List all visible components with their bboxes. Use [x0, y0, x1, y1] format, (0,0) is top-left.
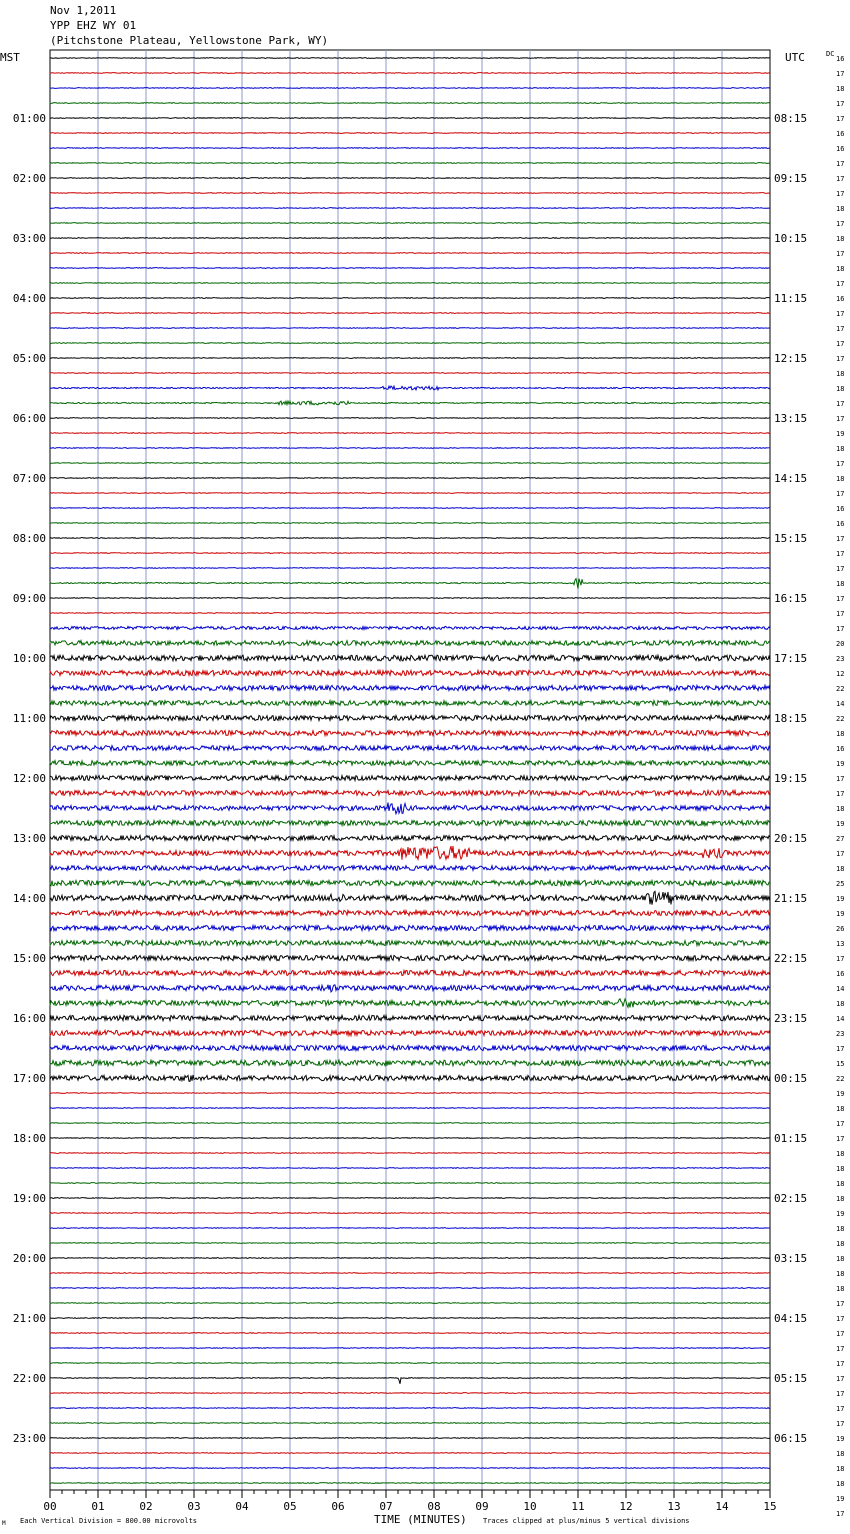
- mst-hour-label: 20:00: [12, 1252, 46, 1265]
- dc-value: 18: [836, 1450, 845, 1458]
- dc-value: 17: [836, 1045, 845, 1053]
- trace-line: [50, 761, 770, 766]
- trace-line: [50, 358, 770, 359]
- trace-line: [50, 238, 770, 239]
- trace-line: [50, 790, 770, 795]
- scale-note: Each Vertical Division = 800.00 microvolts: [20, 1517, 198, 1525]
- dc-value: 17: [836, 415, 845, 423]
- dc-value: 18: [836, 1285, 845, 1293]
- dc-value: 19: [836, 1495, 845, 1503]
- trace-line: [50, 223, 770, 224]
- trace-line: [50, 523, 770, 524]
- trace-line: [50, 448, 770, 449]
- trace-line: [50, 866, 770, 871]
- dc-value: 19: [836, 910, 845, 918]
- dc-value: 18: [836, 1240, 845, 1248]
- x-tick-label: 09: [475, 1500, 489, 1513]
- trace-line: [50, 463, 770, 464]
- dc-value: 16: [836, 130, 845, 138]
- dc-value: 18: [836, 235, 845, 243]
- utc-hour-label: 09:15: [774, 172, 808, 185]
- dc-value: 17: [836, 175, 845, 183]
- trace-line: [50, 1108, 770, 1109]
- trace-line: [50, 880, 770, 885]
- dc-value: 18: [836, 370, 845, 378]
- mst-hour-label: 13:00: [12, 832, 46, 845]
- trace-line: [50, 685, 770, 690]
- mst-hour-label: 22:00: [12, 1372, 46, 1385]
- dc-value: 18: [836, 205, 845, 213]
- x-tick-label: 08: [427, 1500, 441, 1513]
- dc-value: 25: [836, 880, 845, 888]
- x-tick-label: 07: [379, 1500, 393, 1513]
- trace-line: [50, 1258, 770, 1259]
- utc-hour-label: 18:15: [774, 712, 808, 725]
- utc-hour-label: 04:15: [774, 1312, 808, 1325]
- dc-values: [836, 55, 844, 1518]
- dc-value: 17: [836, 595, 845, 603]
- mst-hour-label: 03:00: [12, 232, 46, 245]
- trace-line: [50, 1075, 770, 1081]
- trace-line: [50, 1243, 770, 1244]
- x-tick-label: 10: [523, 1500, 537, 1513]
- utc-hour-label: 10:15: [774, 232, 808, 245]
- dc-value: 17: [836, 70, 845, 78]
- trace-line: [50, 955, 770, 960]
- dc-value: 17: [836, 790, 845, 798]
- dc-value: 17: [836, 280, 845, 288]
- utc-hour-label: 19:15: [774, 772, 808, 785]
- trace-line: [50, 1228, 770, 1229]
- trace-line: [50, 820, 770, 825]
- trace-line: [50, 508, 770, 509]
- dc-value: 17: [836, 1405, 845, 1413]
- dc-value: 17: [836, 565, 845, 573]
- x-tick-label: 13: [667, 1500, 681, 1513]
- dc-value: 17: [836, 775, 845, 783]
- dc-value: 19: [836, 760, 845, 768]
- dc-value: 18: [836, 265, 845, 273]
- mst-hour-label: 06:00: [12, 412, 46, 425]
- header-date: Nov 1,2011: [50, 4, 117, 17]
- dc-value: 18: [836, 1225, 845, 1233]
- dc-value: 19: [836, 1090, 845, 1098]
- trace-line: [50, 73, 770, 74]
- trace-line: [50, 193, 770, 194]
- dc-value: 17: [836, 115, 845, 123]
- trace-line: [50, 835, 770, 840]
- dc-value: 17: [836, 955, 845, 963]
- dc-value: 17: [836, 1330, 845, 1338]
- mst-hour-label: 02:00: [12, 172, 46, 185]
- dc-value: 17: [836, 220, 845, 228]
- utc-hour-label: 05:15: [774, 1372, 808, 1385]
- trace-line: [50, 268, 770, 269]
- trace-line: [50, 1453, 770, 1454]
- x-tick-label: 04: [235, 1500, 249, 1513]
- trace-line: [50, 1093, 770, 1094]
- dc-value: 18: [836, 385, 845, 393]
- trace-line: [50, 1153, 770, 1154]
- x-tick-label: 00: [43, 1500, 57, 1513]
- trace-line: [50, 1423, 770, 1424]
- dc-value: 16: [836, 295, 845, 303]
- x-axis: [43, 1490, 776, 1513]
- dc-value: 17: [836, 340, 845, 348]
- dc-value: 17: [836, 1375, 845, 1383]
- utc-hour-label: 16:15: [774, 592, 808, 605]
- grid: [50, 50, 770, 1490]
- trace-line: [50, 373, 770, 374]
- dc-value: 16: [836, 970, 845, 978]
- dc-value: 13: [836, 940, 845, 948]
- dc-value: 17: [836, 535, 845, 543]
- trace-line: [50, 1333, 770, 1334]
- trace-line: [50, 1168, 770, 1169]
- mst-hour-label: 16:00: [12, 1012, 46, 1025]
- utc-hour-label: 20:15: [774, 832, 808, 845]
- trace-line: [50, 1378, 770, 1384]
- trace-line: [50, 730, 770, 735]
- x-tick-label: 03: [187, 1500, 201, 1513]
- trace-line: [50, 670, 770, 675]
- trace-line: [50, 970, 770, 975]
- dc-value: 18: [836, 865, 845, 873]
- dc-value: 17: [836, 250, 845, 258]
- trace-line: [50, 58, 770, 59]
- trace-line: [50, 1318, 770, 1319]
- traces: [50, 58, 770, 1513]
- dc-value: 22: [836, 685, 845, 693]
- trace-line: [50, 163, 770, 164]
- trace-line: [50, 1288, 770, 1289]
- trace-line: [50, 418, 770, 419]
- utc-hour-label: 17:15: [774, 652, 808, 665]
- trace-line: [50, 1363, 770, 1364]
- trace-line: [50, 328, 770, 329]
- utc-hour-label: 11:15: [774, 292, 808, 305]
- dc-value: 17: [836, 625, 845, 633]
- x-tick-label: 05: [283, 1500, 297, 1513]
- trace-line: [50, 103, 770, 104]
- dc-value: 18: [836, 805, 845, 813]
- trace-line: [50, 1273, 770, 1274]
- utc-hour-label: 02:15: [774, 1192, 808, 1205]
- dc-value: 22: [836, 1075, 845, 1083]
- header-station: YPP EHZ WY 01: [50, 19, 137, 32]
- dc-value: 16: [836, 520, 845, 528]
- trace-line: [50, 88, 770, 89]
- trace-line: [50, 985, 770, 992]
- trace-line: [50, 1198, 770, 1199]
- mst-hour-label: 19:00: [12, 1192, 46, 1205]
- trace-line: [50, 298, 770, 299]
- dc-value: 17: [836, 610, 845, 618]
- mst-hour-label: 21:00: [12, 1312, 46, 1325]
- mst-hour-label: 05:00: [12, 352, 46, 365]
- trace-line: [50, 343, 770, 344]
- x-tick-label: 02: [139, 1500, 153, 1513]
- dc-value: 18: [836, 85, 845, 93]
- utc-hour-label: 08:15: [774, 112, 808, 125]
- dc-value: 17: [836, 1420, 845, 1428]
- dc-value: 23: [836, 1030, 845, 1038]
- utc-hour-label: 22:15: [774, 952, 808, 965]
- trace-line: [50, 1045, 770, 1050]
- dc-value: 19: [836, 1210, 845, 1218]
- mst-hour-label: 08:00: [12, 532, 46, 545]
- dc-value: 17: [836, 1135, 845, 1143]
- dc-value: 17: [836, 1300, 845, 1308]
- trace-line: [50, 803, 770, 814]
- dc-value: 18: [836, 1270, 845, 1278]
- trace-line: [50, 538, 770, 539]
- dc-value: 19: [836, 1435, 845, 1443]
- dc-value: 26: [836, 925, 845, 933]
- corner-mark: M: [2, 1520, 6, 1527]
- dc-value: 17: [836, 190, 845, 198]
- dc-value: 17: [836, 160, 845, 168]
- trace-line: [50, 999, 770, 1008]
- x-tick-label: 01: [91, 1500, 105, 1513]
- dc-value: 18: [836, 1465, 845, 1473]
- mst-hour-label: 18:00: [12, 1132, 46, 1145]
- trace-line: [50, 313, 770, 314]
- dc-value: 17: [836, 850, 845, 858]
- dc-value: 16: [836, 745, 845, 753]
- trace-line: [50, 1393, 770, 1394]
- dc-value: 19: [836, 895, 845, 903]
- dc-value: 18: [836, 730, 845, 738]
- hour-labels: [13, 112, 807, 1445]
- x-tick-label: 06: [331, 1500, 345, 1513]
- dc-value: 17: [836, 1120, 845, 1128]
- dc-value: 17: [836, 1360, 845, 1368]
- trace-line: [50, 891, 770, 904]
- trace-line: [50, 940, 770, 945]
- trace-line: [50, 1438, 770, 1439]
- mst-hour-label: 07:00: [12, 472, 46, 485]
- x-axis-title: TIME (MINUTES): [374, 1513, 467, 1526]
- dc-value: 23: [836, 655, 845, 663]
- dc-value: 16: [836, 145, 845, 153]
- trace-line: [50, 641, 770, 646]
- dc-value: 17: [836, 325, 845, 333]
- dc-value: 18: [836, 1165, 845, 1173]
- plot-frame: [50, 50, 770, 1490]
- dc-value: 17: [836, 1510, 845, 1518]
- dc-value: 18: [836, 1180, 845, 1188]
- trace-line: [50, 401, 770, 405]
- dc-value: 17: [836, 355, 845, 363]
- utc-hour-label: 21:15: [774, 892, 808, 905]
- mst-hour-label: 01:00: [12, 112, 46, 125]
- dc-value: 17: [836, 310, 845, 318]
- mst-hour-label: 04:00: [12, 292, 46, 305]
- trace-line: [50, 386, 770, 390]
- trace-line: [50, 598, 770, 599]
- dc-value: 18: [836, 1150, 845, 1158]
- x-tick-label: 15: [763, 1500, 777, 1513]
- trace-line: [50, 1060, 770, 1066]
- trace-line: [50, 776, 770, 781]
- trace-line: [50, 626, 770, 629]
- utc-hour-label: 13:15: [774, 412, 808, 425]
- trace-line: [50, 1213, 770, 1214]
- trace-line: [50, 579, 770, 589]
- dc-value: 12: [836, 670, 845, 678]
- utc-hour-label: 15:15: [774, 532, 808, 545]
- dc-value: 18: [836, 580, 845, 588]
- dc-value: 18: [836, 445, 845, 453]
- dc-value: 18: [836, 1105, 845, 1113]
- trace-line: [50, 1015, 770, 1020]
- right-tz-label: UTC: [785, 51, 805, 64]
- utc-hour-label: 06:15: [774, 1432, 808, 1445]
- trace-line: [50, 433, 770, 434]
- dc-value: 19: [836, 430, 845, 438]
- dc-value: 17: [836, 550, 845, 558]
- trace-line: [50, 1030, 770, 1035]
- trace-line: [50, 553, 770, 554]
- trace-line: [50, 925, 770, 930]
- trace-line: [50, 568, 770, 569]
- x-tick-label: 11: [571, 1500, 585, 1513]
- trace-line: [50, 208, 770, 209]
- trace-line: [50, 910, 770, 915]
- dc-value: 17: [836, 1390, 845, 1398]
- trace-line: [50, 1303, 770, 1304]
- dc-value: 17: [836, 490, 845, 498]
- utc-hour-label: 12:15: [774, 352, 808, 365]
- trace-line: [50, 613, 770, 614]
- dc-value: 19: [836, 820, 845, 828]
- trace-line: [50, 1483, 770, 1484]
- dc-value: 17: [836, 1315, 845, 1323]
- trace-line: [50, 178, 770, 179]
- dc-value: 20: [836, 640, 845, 648]
- utc-hour-label: 01:15: [774, 1132, 808, 1145]
- trace-line: [50, 118, 770, 119]
- mst-hour-label: 23:00: [12, 1432, 46, 1445]
- trace-line: [50, 1183, 770, 1184]
- dc-value: 14: [836, 1015, 845, 1023]
- dc-value: 18: [836, 1000, 845, 1008]
- trace-line: [50, 253, 770, 254]
- trace-line: [50, 133, 770, 134]
- trace-line: [50, 493, 770, 494]
- dc-value: 14: [836, 700, 845, 708]
- clip-note: Traces clipped at plus/minus 5 vertical divisions: [483, 1517, 690, 1525]
- utc-hour-label: 03:15: [774, 1252, 808, 1265]
- dc-value: 22: [836, 715, 845, 723]
- dc-label: DC: [826, 50, 835, 58]
- dc-value: 27: [836, 835, 845, 843]
- trace-line: [50, 478, 770, 479]
- trace-line: [50, 846, 770, 860]
- header-location: (Pitchstone Plateau, Yellowstone Park, WY): [50, 34, 329, 47]
- left-tz-label: MST: [0, 51, 20, 64]
- dc-value: 16: [836, 505, 845, 513]
- trace-line: [50, 1408, 770, 1409]
- mst-hour-label: 10:00: [12, 652, 46, 665]
- mst-hour-label: 12:00: [12, 772, 46, 785]
- utc-hour-label: 00:15: [774, 1072, 808, 1085]
- trace-line: [50, 746, 770, 751]
- dc-value: 18: [836, 1195, 845, 1203]
- dc-value: 17: [836, 1345, 845, 1353]
- x-tick-label: 12: [619, 1500, 633, 1513]
- utc-hour-label: 14:15: [774, 472, 808, 485]
- trace-line: [50, 283, 770, 284]
- trace-line: [50, 655, 770, 661]
- dc-value: 16: [836, 55, 845, 63]
- dc-value: 18: [836, 1255, 845, 1263]
- mst-hour-label: 17:00: [12, 1072, 46, 1085]
- dc-value: 17: [836, 460, 845, 468]
- utc-hour-label: 23:15: [774, 1012, 808, 1025]
- x-tick-label: 14: [715, 1500, 729, 1513]
- dc-value: 18: [836, 475, 845, 483]
- trace-line: [50, 701, 770, 706]
- mst-hour-label: 11:00: [12, 712, 46, 725]
- dc-value: 18: [836, 1480, 845, 1488]
- mst-hour-label: 09:00: [12, 592, 46, 605]
- mst-hour-label: 15:00: [12, 952, 46, 965]
- trace-line: [50, 715, 770, 720]
- dc-value: 14: [836, 985, 845, 993]
- mst-hour-label: 14:00: [12, 892, 46, 905]
- dc-value: 15: [836, 1060, 845, 1068]
- dc-value: 17: [836, 100, 845, 108]
- trace-line: [50, 1468, 770, 1469]
- trace-line: [50, 1138, 770, 1139]
- dc-value: 17: [836, 400, 845, 408]
- trace-line: [50, 148, 770, 149]
- trace-line: [50, 1123, 770, 1124]
- trace-line: [50, 1348, 770, 1349]
